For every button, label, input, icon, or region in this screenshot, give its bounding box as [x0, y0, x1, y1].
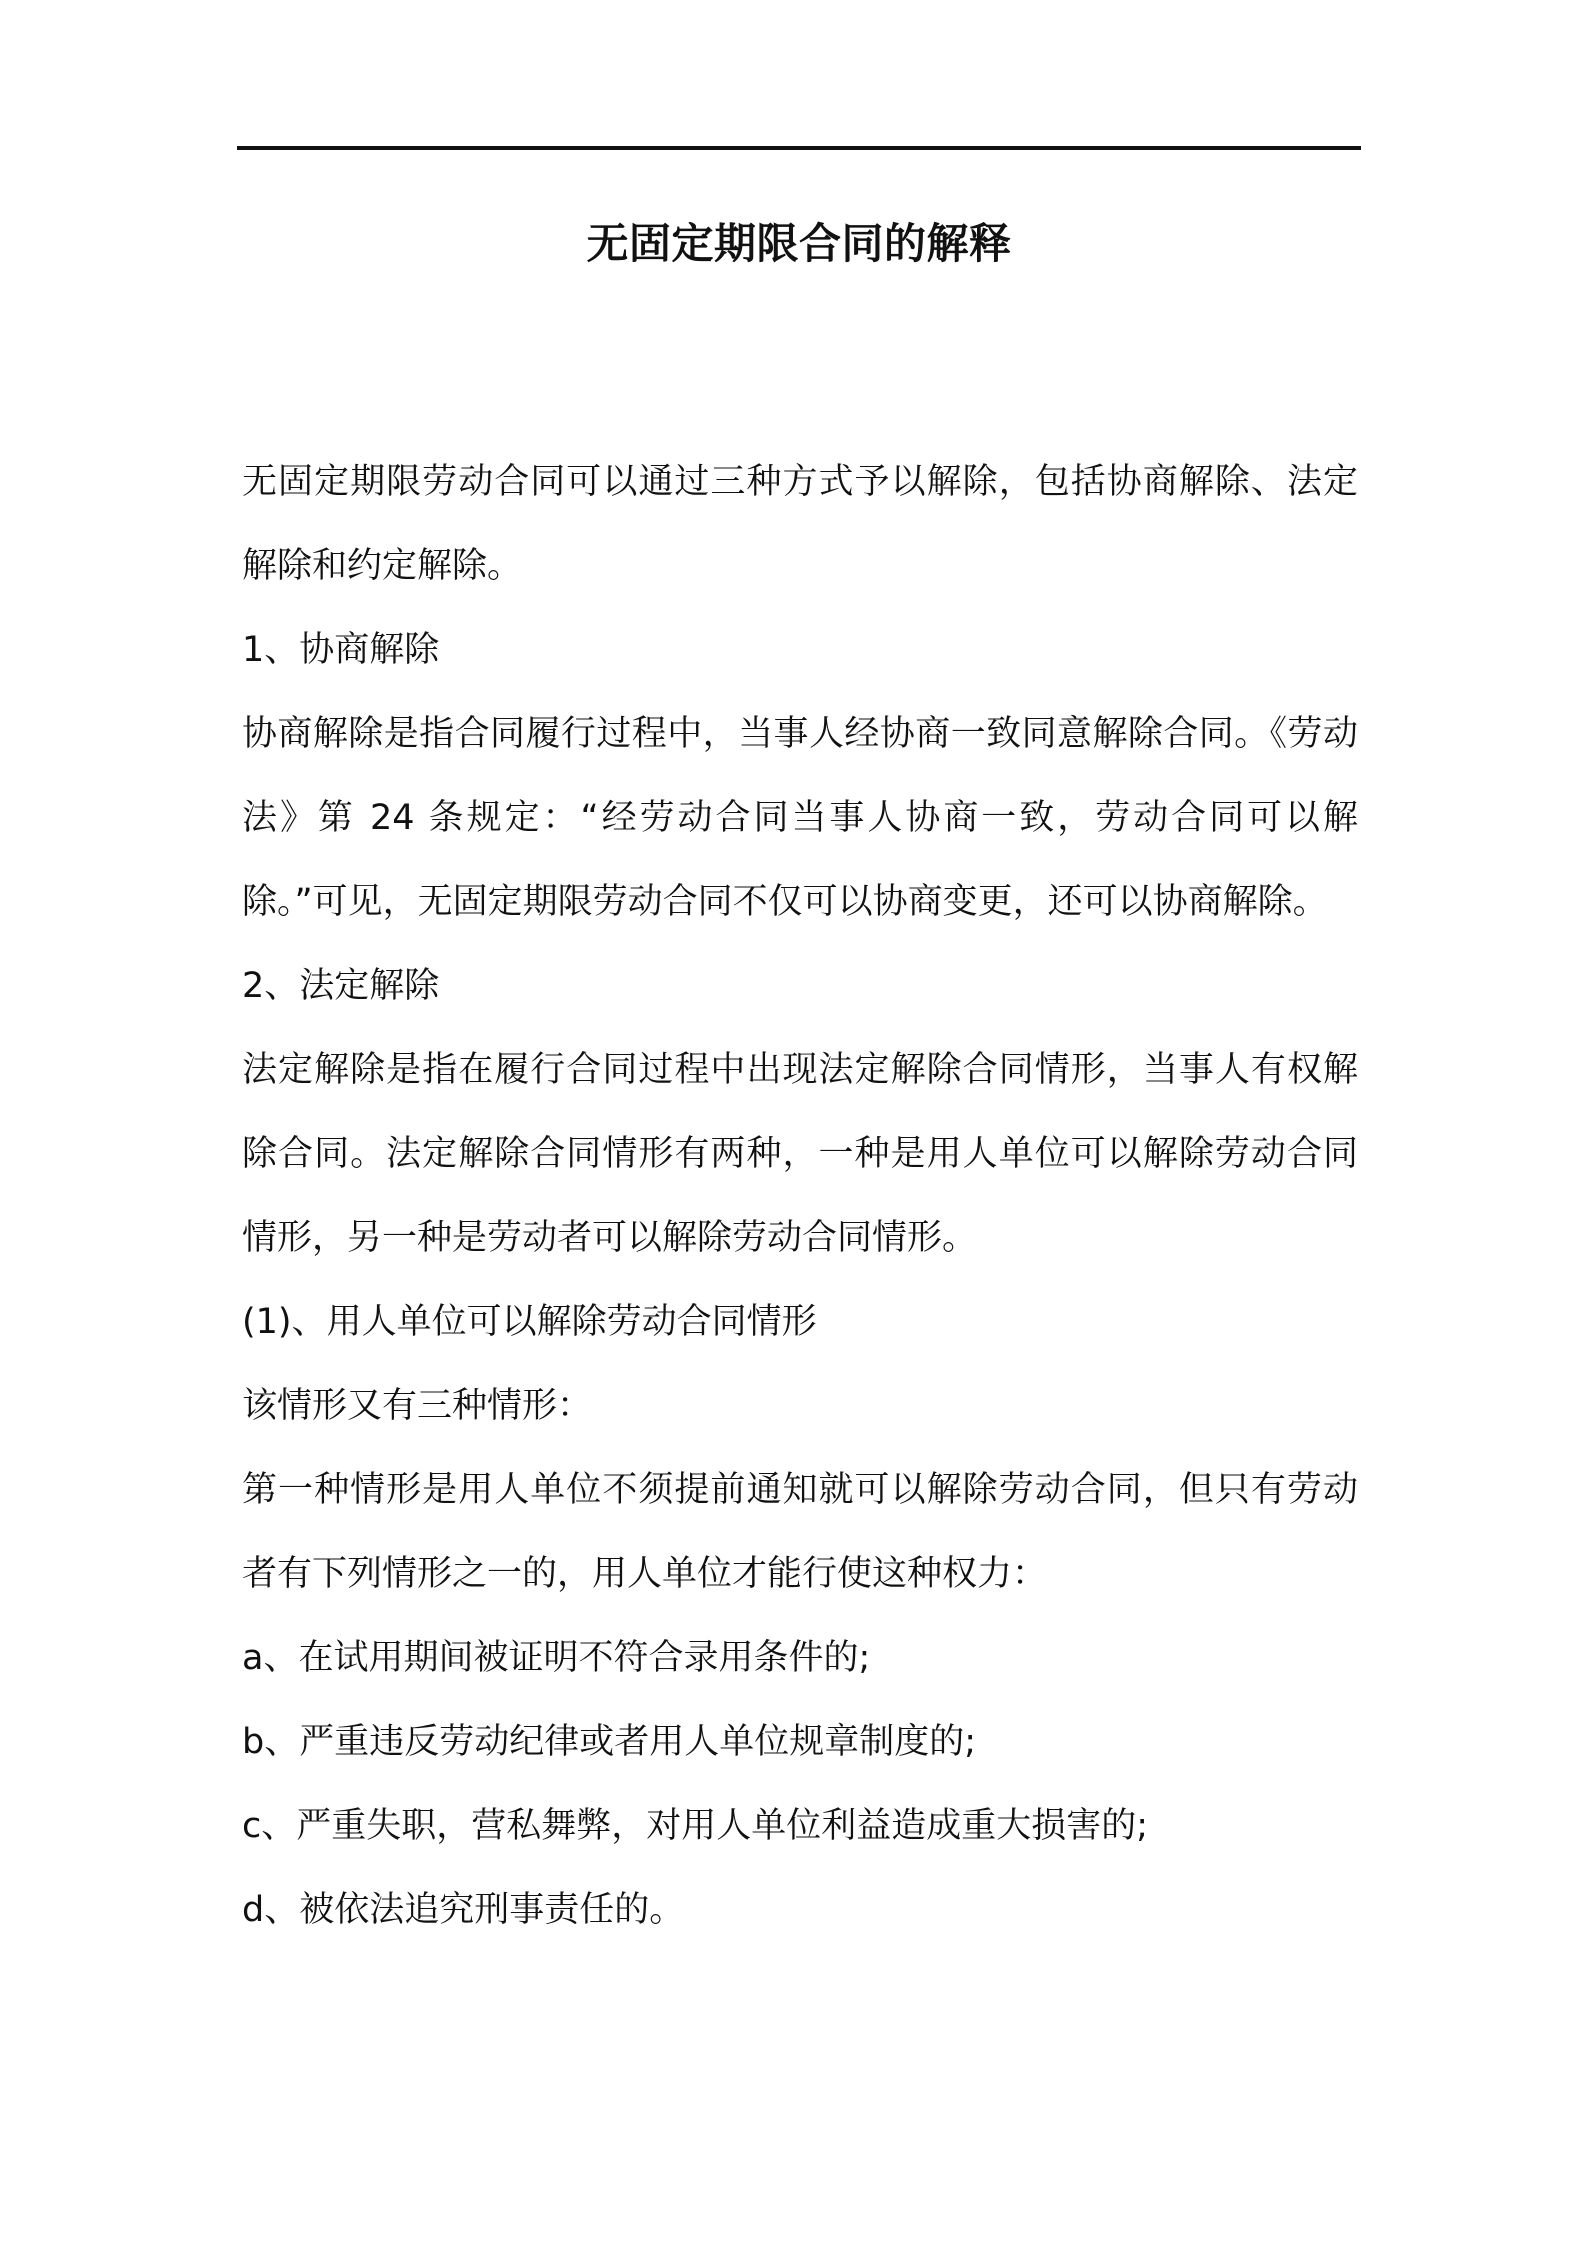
statutory-paragraph: 法定解除是指在履行合同过程中出现法定解除合同情形，当事人有权解除合同。法定解除合同情形有两种，一种是用人单位可以解除劳动合同情形，另一种是劳动者可以解除劳动合同情形。: [242, 1050, 1358, 1258]
section-heading-negotiated: 1、协商解除: [242, 630, 440, 670]
list-item-d: d、被依法追究刑事责任的。: [242, 1890, 685, 1930]
document-title: 无固定期限合同的解释: [586, 219, 1012, 268]
list-item-a: a、在试用期间被证明不符合录用条件的;: [242, 1638, 871, 1678]
document-body: [242, 440, 1358, 1952]
header-rule: [237, 146, 1361, 150]
intro-paragraph: 无固定期限劳动合同可以通过三种方式予以解除，包括协商解除、法定解除和约定解除。: [242, 462, 1358, 586]
subsection-heading-employer: (1)、用人单位可以解除劳动合同情形: [242, 1302, 817, 1342]
first-case-paragraph: 第一种情形是用人单位不须提前通知就可以解除劳动合同，但只有劳动者有下列情形之一的，用人单位才能行使这种权力：: [242, 1470, 1358, 1594]
negotiated-paragraph: 协商解除是指合同履行过程中，当事人经协商一致同意解除合同。《劳动法》第 24 条规定：“经劳动合同当事人协商一致，劳动合同可以解除。”可见，无固定期限劳动合同不仅可以协商变更，还可以协商解除。: [242, 714, 1358, 922]
section-heading-statutory: 2、法定解除: [242, 966, 440, 1006]
three-cases-paragraph: 该情形又有三种情形：: [242, 1386, 593, 1426]
list-item-c: c、严重失职，营私舞弊，对用人单位利益造成重大损害的;: [242, 1806, 1149, 1846]
list-item-b: b、严重违反劳动纪律或者用人单位规章制度的;: [242, 1722, 977, 1762]
